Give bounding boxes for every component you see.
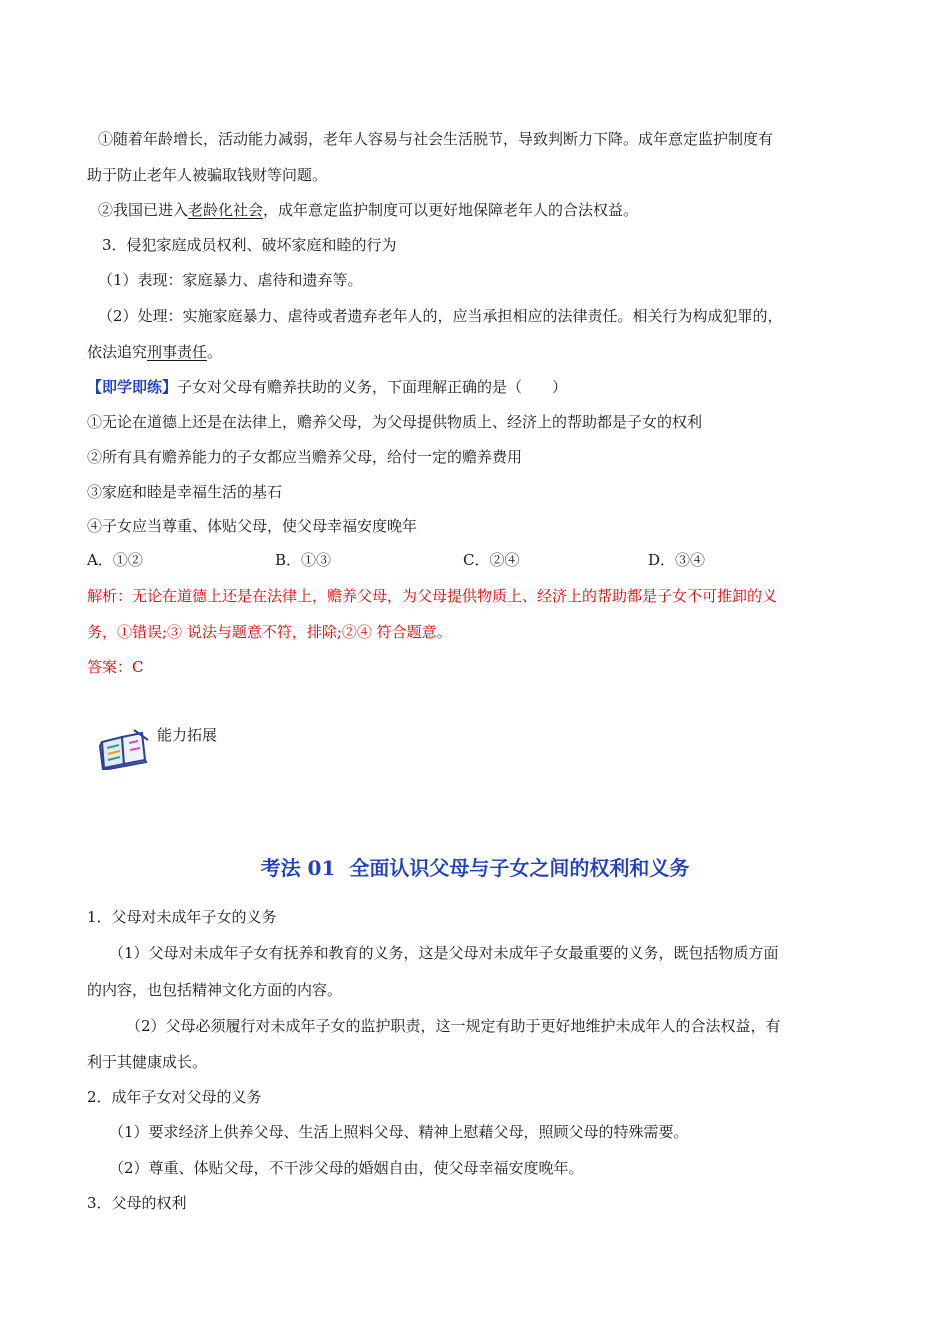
section-item3-title: 3．父母的权利 xyxy=(87,1194,187,1212)
analysis-line2: 务，①错误;③ 说法与题意不符，排除;②④ 符合题意。 xyxy=(87,623,452,641)
section-code: 考法 01 xyxy=(260,856,336,880)
section-item2-title: 2．成年子女对父母的义务 xyxy=(87,1088,262,1106)
exercise-question-text: 子女对父母有赡养扶助的义务，下面理解正确的是（ ） xyxy=(177,378,568,396)
ability-extension-label: 能力拓展 xyxy=(157,726,218,744)
paragraph-elderly-line1: ①随着年龄增长，活动能力减弱，老年人容易与社会生活脱节，导致判断力下降。成年意定监护制度有 xyxy=(98,130,774,148)
criminal-liability-underlined: 刑事责任 xyxy=(147,343,208,361)
option-b: B．①③ xyxy=(275,551,332,569)
item3-title: 3．侵犯家庭成员权利、破坏家庭和睦的行为 xyxy=(102,236,397,254)
section-item1-sub2-line2: 利于其健康成长。 xyxy=(87,1053,208,1071)
item3-handling-line2 xyxy=(87,342,222,362)
paragraph-aging-society xyxy=(98,200,638,220)
section-item1-sub2-line1: （2）父母必须履行对未成年子女的监护职责，这一规定有助于更好地维护未成年人的合法权益，有 xyxy=(126,1017,781,1035)
statement-2: ②所有具有赡养能力的子女都应当赡养父母，给付一定的赡养费用 xyxy=(87,448,523,466)
statement-1: ①无论在道德上还是在法律上，赡养父母，为父母提供物质上、经济上的帮助都是子女的权利 xyxy=(87,413,703,431)
exercise-question xyxy=(87,377,567,397)
option-d: D．③④ xyxy=(648,551,706,569)
item3-handling-line1: （2）处理：实施家庭暴力、虐待或者遗弃老年人的，应当承担相应的法律责任。相关行为构成犯罪的， xyxy=(98,307,783,325)
item3-manifestation: （1）表现：家庭暴力、虐待和遗弃等。 xyxy=(98,271,363,289)
aging-text-after: ，成年意定监护制度可以更好地保障老年人的合法权益。 xyxy=(263,201,639,219)
option-a: A．①② xyxy=(87,551,143,569)
section-title: 全面认识父母与子女之间的权利和义务 xyxy=(349,856,690,880)
book-icon xyxy=(98,728,150,770)
statement-3: ③家庭和睦是幸福生活的基石 xyxy=(87,483,283,501)
answer-options xyxy=(0,550,950,570)
analysis-line1: 解析：无论在道德上还是在法律上，赡养父母，为父母提供物质上、经济上的帮助都是子女不可推卸的义 xyxy=(87,587,778,605)
section-item1-sub1-line1: （1）父母对未成年子女有抚养和教育的义务，这是父母对未成年子女最重要的义务，既包括物质方面 xyxy=(109,944,779,962)
option-c: C．②④ xyxy=(463,551,520,569)
aging-text-before: ②我国已进入 xyxy=(98,201,189,219)
section-item1-title: 1．父母对未成年子女的义务 xyxy=(87,908,277,926)
exercise-tag: 【即学即练】 xyxy=(87,378,178,396)
paragraph-elderly-line2: 助于防止老年人被骗取钱财等问题。 xyxy=(87,166,328,184)
aging-society-underlined: 老龄化社会 xyxy=(188,201,264,219)
section-item1-sub1-line2: 的内容，也包括精神文化方面的内容。 xyxy=(87,981,343,999)
handling-text-after: 。 xyxy=(207,343,223,361)
section-heading xyxy=(0,855,950,881)
section-item2-sub2: （2）尊重、体贴父母，不干涉父母的婚姻自由，使父母幸福安度晚年。 xyxy=(109,1159,584,1177)
handling-text-before: 依法追究 xyxy=(87,343,148,361)
section-item2-sub1: （1）要求经济上供养父母、生活上照料父母、精神上慰藉父母，照顾父母的特殊需要。 xyxy=(109,1123,689,1141)
answer: 答案：C xyxy=(87,658,144,676)
statement-4: ④子女应当尊重、体贴父母，使父母幸福安度晚年 xyxy=(87,517,418,535)
